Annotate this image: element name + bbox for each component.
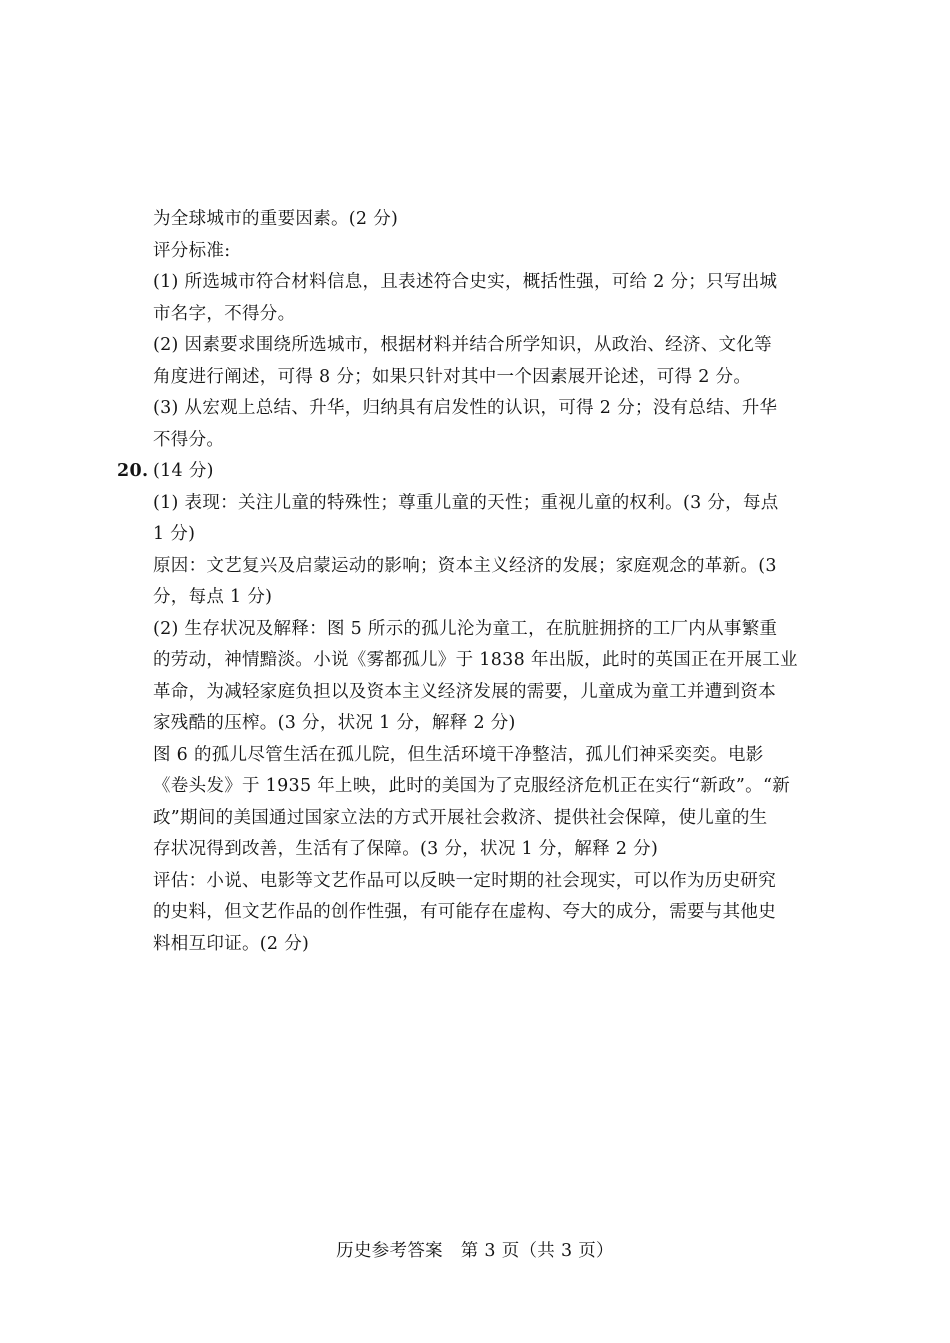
criteria-item-1-line-1: (1) 所选城市符合材料信息，且表述符合史实，概括性强，可给 2 分；只写出城 [153,272,778,292]
answer-20-line: 的劳动，神情黯淡。小说《雾都孤儿》于 1838 年出版，此时的英国正在开展工业 [153,650,798,670]
page-footer: 历史参考答案 第 3 页（共 3 页） [336,1241,614,1261]
grading-criteria-title: 评分标准: [153,240,231,261]
answer-20-line: 原因：文艺复兴及启蒙运动的影响；资本主义经济的发展；家庭观念的革新。(3 [153,555,777,576]
criteria-item-2-line-1: (2) 因素要求围绕所选城市，根据材料并结合所学知识，从政治、经济、文化等 [153,335,772,355]
criteria-item-1-line-2: 市名字，不得分。 [153,303,296,324]
answer-19-conclusion-line: 为全球城市的重要因素。(2 分) [153,209,399,229]
answer-20-line: 存状况得到改善，生活有了保障。(3 分，状况 1 分，解释 2 分) [153,839,659,859]
answer-20-line: 革命，为减轻家庭负担以及资本主义经济发展的需要，儿童成为童工并遭到资本 [153,681,776,702]
question-20-header [117,456,817,488]
answer-20-line: 家残酷的压榨。(3 分，状况 1 分，解释 2 分) [153,713,516,733]
answer-20-line: 的史料，但文艺作品的创作性强，有可能存在虚构、夸大的成分，需要与其他史 [153,902,776,922]
answer-20-line: 料相互印证。(2 分) [153,933,310,954]
criteria-item-2-line-2: 角度进行阐述，可得 8 分；如果只针对其中一个因素展开论述，可得 2 分。 [153,366,752,387]
criteria-item-3-line-2: 不得分。 [153,429,225,450]
answer-20-line: (1) 表现：关注儿童的特殊性；尊重儿童的天性；重视儿童的权利。(3 分，每点 [153,492,779,513]
answer-content [117,204,817,960]
answer-20-line: 政”期间的美国通过国家立法的方式开展社会救济、提供社会保障，使儿童的生 [153,807,768,828]
answer-20-line: (2) 生存状况及解释：图 5 所示的孤儿沦为童工，在肮脏拥挤的工厂内从事繁重 [153,618,778,639]
criteria-item-3-line-1: (3) 从宏观上总结、升华，归纳具有启发性的认识，可得 2 分；没有总结、升华 [153,398,778,418]
question-number: 20. [117,461,149,481]
answer-20-line: 1 分) [153,524,196,544]
answer-20-line: 分，每点 1 分) [153,587,273,607]
answer-20-line: 图 6 的孤儿尽管生活在孤儿院，但生活环境干净整洁，孤儿们神采奕奕。电影 [153,744,764,765]
answer-20-line: 《卷头发》于 1935 年上映，此时的美国为了克服经济危机正在实行“新政”。“新 [153,776,790,796]
answer-20-line: 评估：小说、电影等文艺作品可以反映一定时期的社会现实，可以作为历史研究 [153,870,776,891]
question-score: (14 分) [153,461,214,481]
